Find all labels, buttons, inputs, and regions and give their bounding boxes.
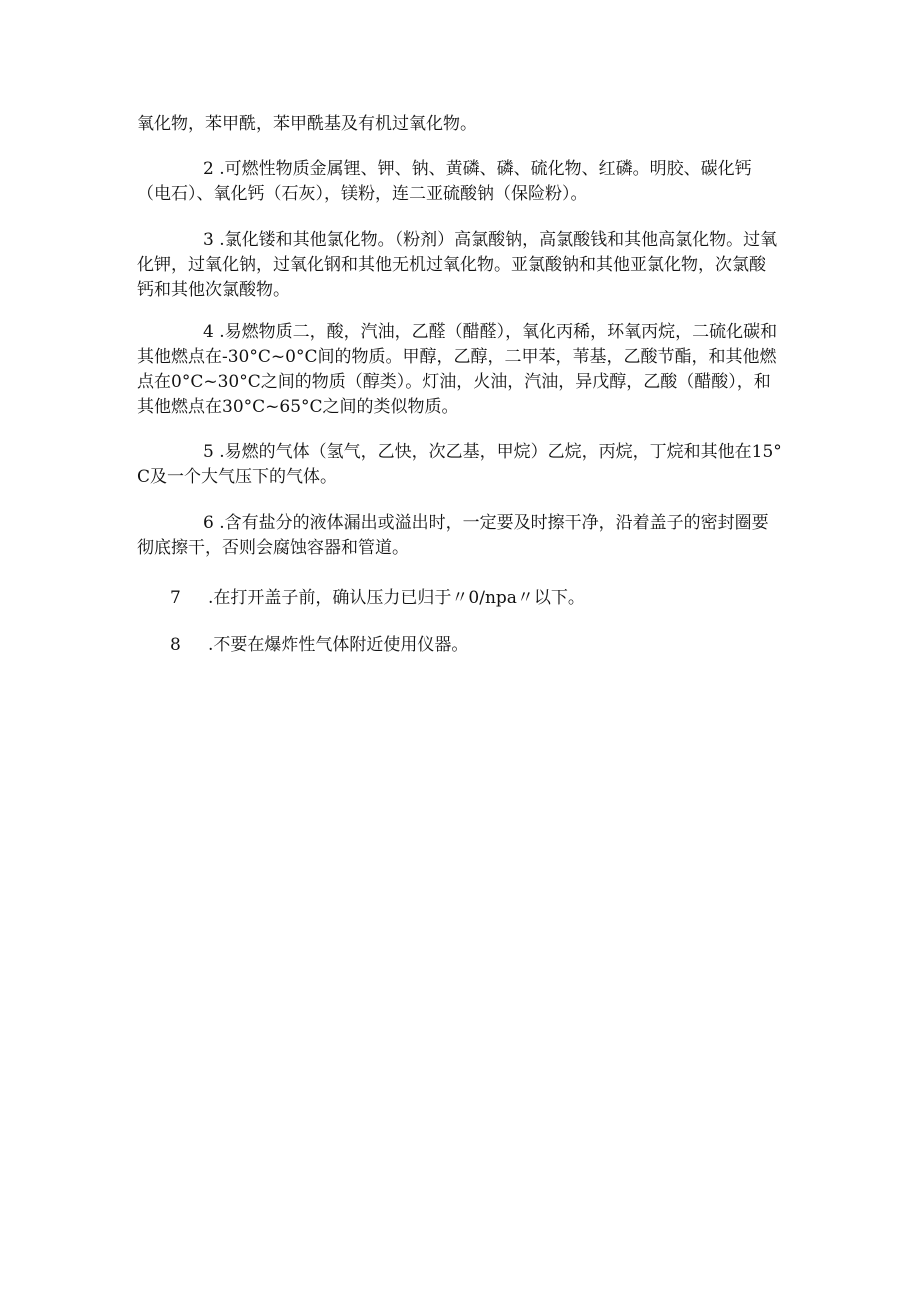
paragraph-text: .在打开盖子前，确认压力已归于〃0∕npa〃以下。 [208,588,585,608]
list-number: 6 [203,513,214,533]
list-item-6 [137,511,782,561]
paragraph-text: .易燃的气体（氢气，乙快，次乙基，甲烷）乙烷，丙烷，丁烷和其他在15°C及一个大气压下的气体。 [137,442,782,487]
list-number: 5 [203,442,214,462]
list-item-8 [137,633,782,658]
list-number: 4 [203,322,214,342]
list-number: 7 [170,588,181,608]
paragraph-text: .不要在爆炸性气体附近使用仪器。 [208,635,469,655]
paragraph-continuation [137,112,782,137]
list-item-4 [137,320,782,420]
paragraph-text: .氯化镂和其他氯化物。（粉剂）高氯酸钠，高氯酸钱和其他高氯化物。过氧化钾，过氧化钠，过氧化钢和其他无机过氧化物。亚氯酸钠和其他亚氯化物，次氯酸钙和其他次氯酸物。 [137,230,778,300]
paragraph-text: .易燃物质二，酸，汽油，乙醛（醋醛），氧化丙稀，环氧丙烷，二硫化碳和其他燃点在-30°C~0°C间的物质。甲醇，乙醇，二甲苯，苇基，乙酸节酯，和其他燃点在0°C~30°C之间的物质（醇类）。灯油，火油，汽油，异戊醇，乙酸（醋酸），和其他燃点在30°C~65°C之间的类似物质。 [137,322,778,417]
paragraph-text: 氧化物，苯甲酰，苯甲酰基及有机过氧化物。 [137,114,477,134]
list-item-2 [137,157,782,207]
list-number: 8 [170,635,181,655]
list-number: 2 [203,159,214,179]
paragraph-text: .可燃性物质金属锂、钾、钠、黄磷、磷、硫化物、红磷。明胶、碳化钙（电石）、氧化钙（石灰），镁粉，连二亚硫酸钠（保险粉）。 [137,159,752,204]
paragraph-text: .含有盐分的液体漏出或溢出时，一定要及时擦干净，沿着盖子的密封圈要彻底擦干，否则会腐蚀容器和管道。 [137,513,769,558]
list-item-3 [137,228,782,303]
list-item-5 [137,440,782,490]
list-number: 3 [203,230,214,250]
list-item-7 [137,586,782,611]
